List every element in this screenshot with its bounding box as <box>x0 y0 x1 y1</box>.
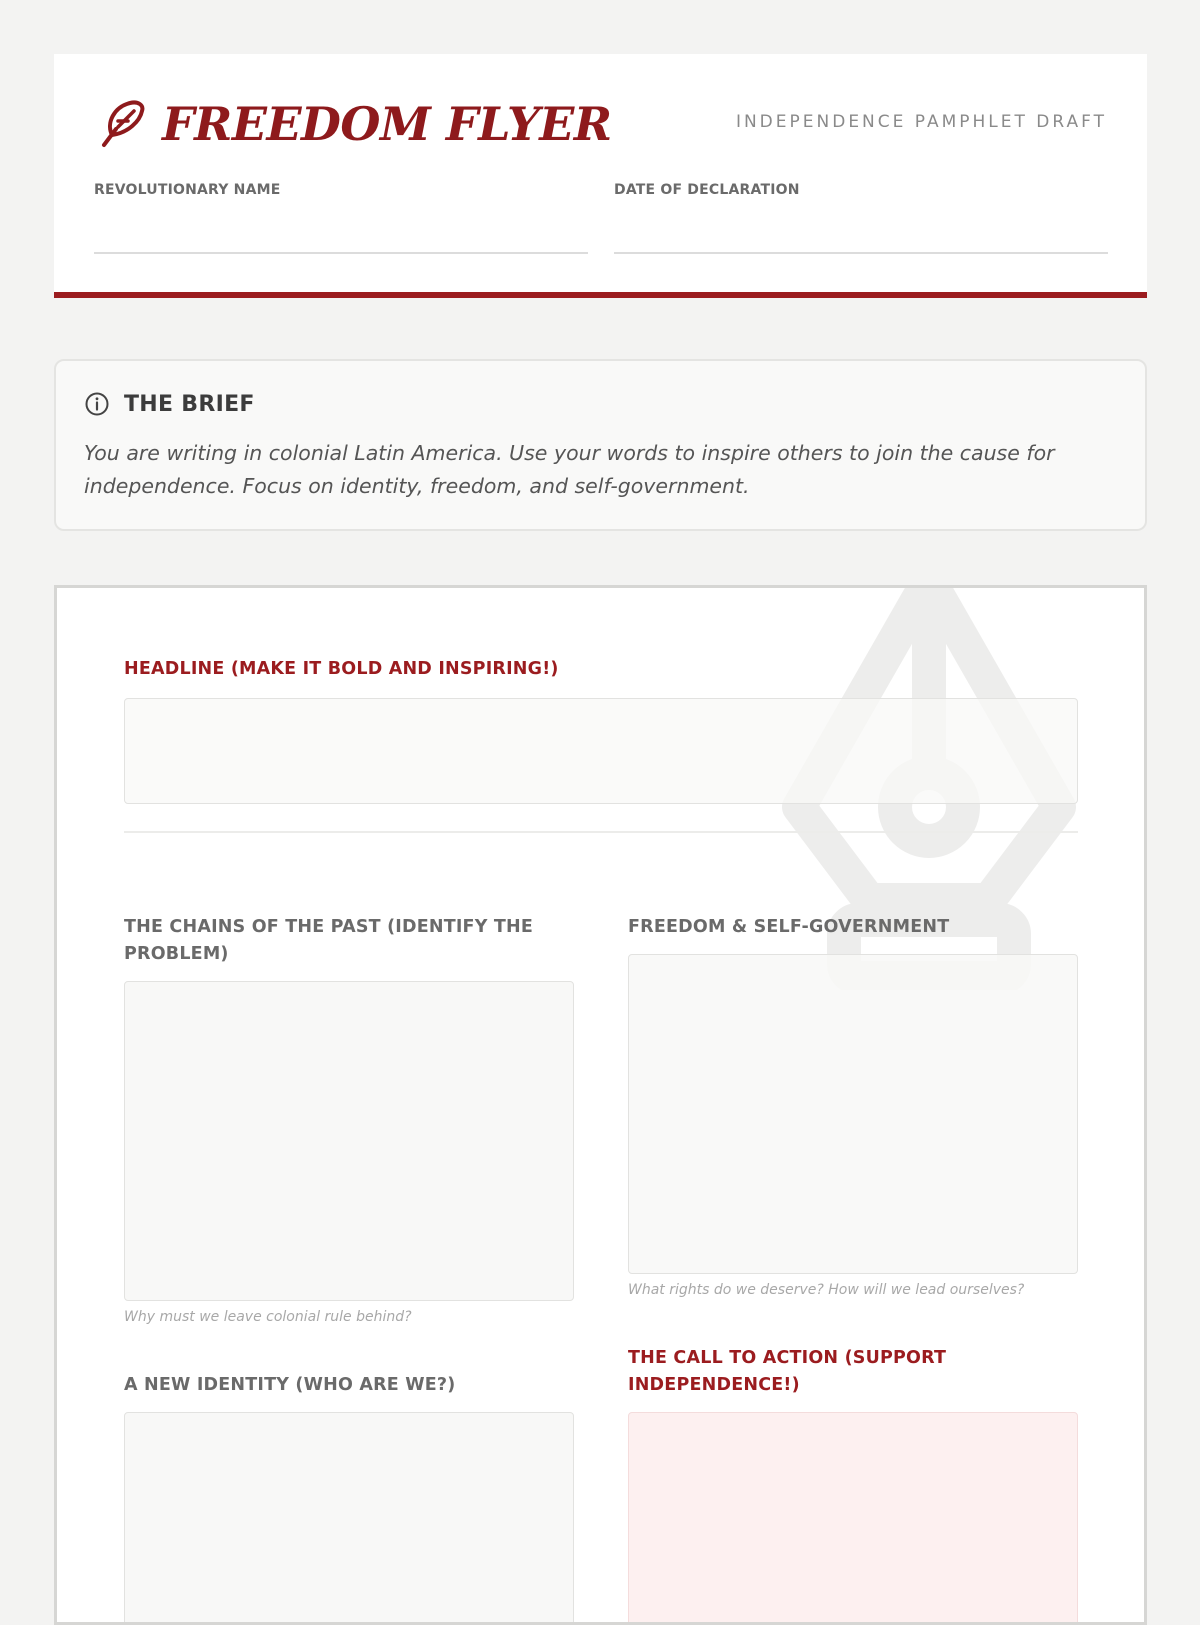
identity-label: A NEW IDENTITY (WHO ARE WE?) <box>124 1375 456 1395</box>
header-card <box>54 54 1147 298</box>
headline-label: HEADLINE (MAKE IT BOLD AND INSPIRING!) <box>124 659 559 679</box>
freedom-textarea[interactable] <box>628 954 1078 1274</box>
pamphlet-sheet <box>54 585 1147 1625</box>
page-subtitle: INDEPENDENCE PAMPHLET DRAFT <box>735 112 1107 132</box>
revolutionary-name-field <box>94 182 588 254</box>
brand <box>94 94 612 154</box>
date-of-declaration-field <box>614 182 1108 254</box>
brief-header <box>84 391 255 417</box>
identity-textarea[interactable] <box>124 1412 574 1625</box>
quill-icon <box>94 97 148 151</box>
chains-label: THE CHAINS OF THE PAST (IDENTIFY THE PROBLEM) <box>124 917 534 964</box>
app-title: FREEDOM FLYER <box>162 97 612 151</box>
brief-title: THE BRIEF <box>124 391 255 417</box>
date-of-declaration-input[interactable] <box>614 218 1108 254</box>
info-icon <box>84 391 110 417</box>
freedom-hint: What rights do we deserve? How will we lead ourselves? <box>628 1282 1025 1298</box>
brief-text: You are writing in colonial Latin America. Use your words to inspire others to join the cause for independence. Focus on identity, freedom, and self-government. <box>84 441 1055 498</box>
revolutionary-name-label: REVOLUTIONARY NAME <box>94 182 281 198</box>
brief-card <box>54 359 1147 531</box>
call-to-action-textarea[interactable] <box>628 1412 1078 1625</box>
chains-hint: Why must we leave colonial rule behind? <box>124 1309 412 1325</box>
freedom-label: FREEDOM & SELF-GOVERNMENT <box>628 917 950 937</box>
chains-textarea[interactable] <box>124 981 574 1301</box>
date-of-declaration-label: DATE OF DECLARATION <box>614 182 800 198</box>
headline-input[interactable] <box>124 698 1078 804</box>
section-divider <box>124 831 1078 833</box>
call-to-action-label: THE CALL TO ACTION (SUPPORT INDEPENDENCE!) <box>628 1348 947 1395</box>
revolutionary-name-input[interactable] <box>94 218 588 254</box>
